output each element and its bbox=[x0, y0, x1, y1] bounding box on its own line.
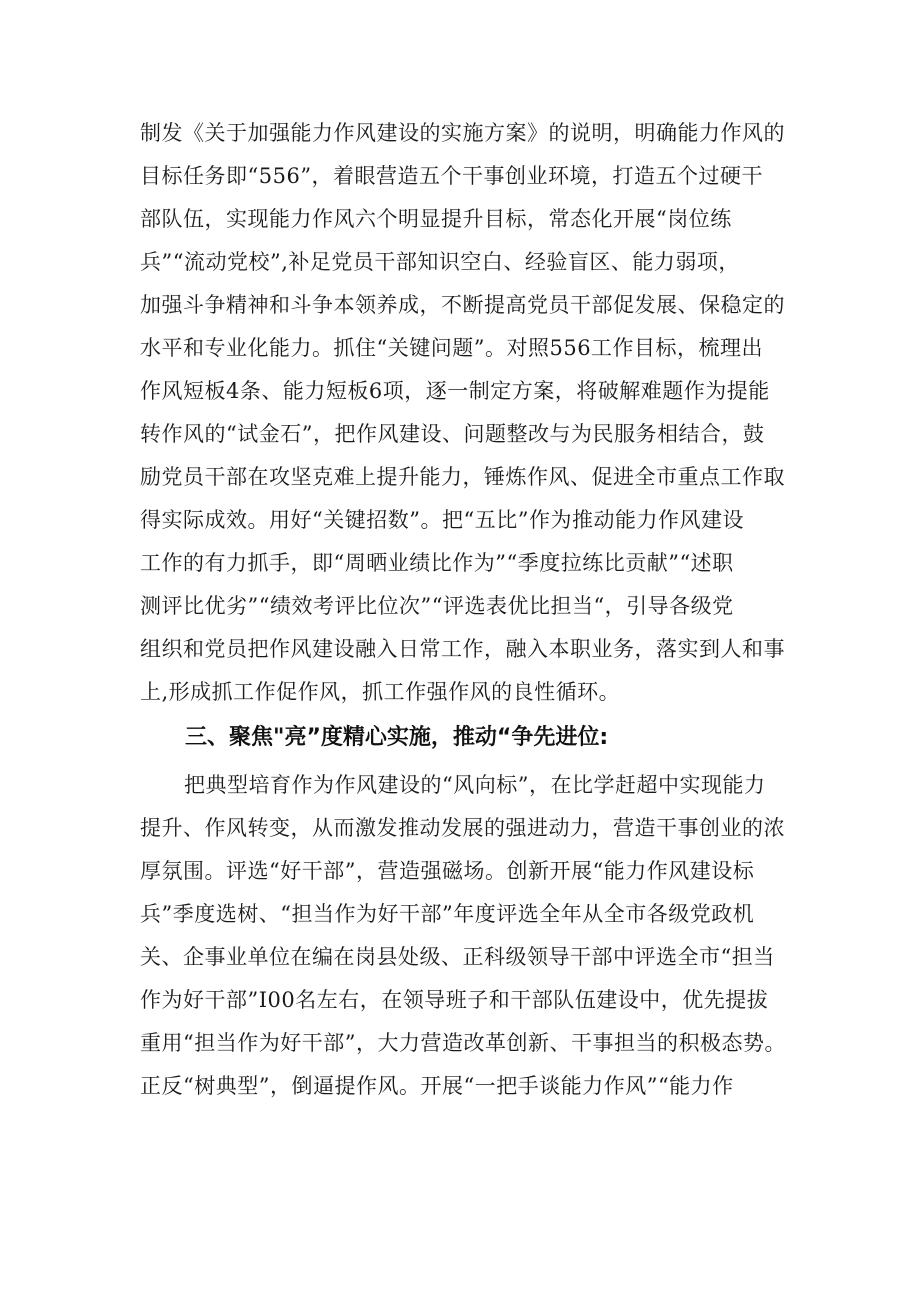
text-line: 把典型培育作为作风建设的“风向标”，在比学赶超中实现能力 bbox=[184, 773, 766, 797]
text-line: 厚氛围。评选“好干部”，营造强磁场。创新开展“能力作风建设标 bbox=[140, 859, 755, 883]
text-line: 兵”季度选树、“担当作为好干部”年度评选全年从全市各级党政机 bbox=[140, 902, 755, 926]
text-line: 工作的有力抓手，即“周晒业绩比作为”“季度拉练比贡献”“述职 bbox=[140, 551, 734, 575]
text-line: 组织和党员把作风建设融入日常工作，融入本职业务，落实到人和事 bbox=[140, 637, 785, 661]
text-line: 正反“树典型”，倒逼提作风。开展“一把手谈能力作风”“能力作 bbox=[140, 1074, 734, 1098]
text-line: 兵”“流动党校”,补足党员干部知识空白、经验盲区、能力弱项， bbox=[140, 250, 740, 274]
text-line: 重用“担当作为好干部”，大力营造改革创新、干事担当的积极态势。 bbox=[140, 1031, 786, 1055]
text-line: 测评比优劣”“绩效考评比位次”“评选表优比担当“，引导各级党 bbox=[140, 594, 734, 618]
text-line: 关、企事业单位在编在岗县处级、正科级领导干部中评选全市“担当 bbox=[140, 945, 775, 969]
text-line: 上,形成抓工作促作风，抓工作强作风的良性循环。 bbox=[140, 680, 621, 704]
text-line: 水平和专业化能力。抓住“关键问题”。对照556工作目标，梳理出 bbox=[140, 336, 764, 360]
text-line: 部队伍，实现能力作风六个明显提升目标，常态化开展“岗位练 bbox=[140, 207, 732, 231]
text-line: 提升、作风转变，从而激发推动发展的强进动力，营造干事创业的浓 bbox=[140, 816, 785, 840]
text-line: 励党员干部在攻坚克难上提升能力，锤炼作风、促进全市重点工作取 bbox=[140, 465, 785, 489]
text-line: 作为好干部”I00名左右，在领导班子和干部队伍建设中，优先提拔 bbox=[140, 988, 769, 1012]
text-line: 加强斗争精神和斗争本领养成，不断提高党员干部促发展、保稳定的 bbox=[140, 293, 785, 317]
section-heading: 三、聚焦"亮”度精心实施，推动“争先进位: bbox=[185, 725, 609, 750]
text-line: 作风短板4条、能力短板6项，逐一制定方案，将破解难题作为提能 bbox=[140, 379, 770, 403]
text-line: 目标任务即“556”，着眼营造五个干事创业环境，打造五个过硬干 bbox=[140, 164, 764, 188]
text-line: 转作风的“试金石”，把作风建设、问题整改与为民服务相结合，鼓 bbox=[140, 422, 765, 446]
text-line: 制发《关于加强能力作风建设的实施方案》的说明，明确能力作风的 bbox=[140, 121, 785, 145]
text-line: 得实际成效。用好“关键招数”。把“五比”作为推动能力作风建设 bbox=[140, 508, 744, 532]
